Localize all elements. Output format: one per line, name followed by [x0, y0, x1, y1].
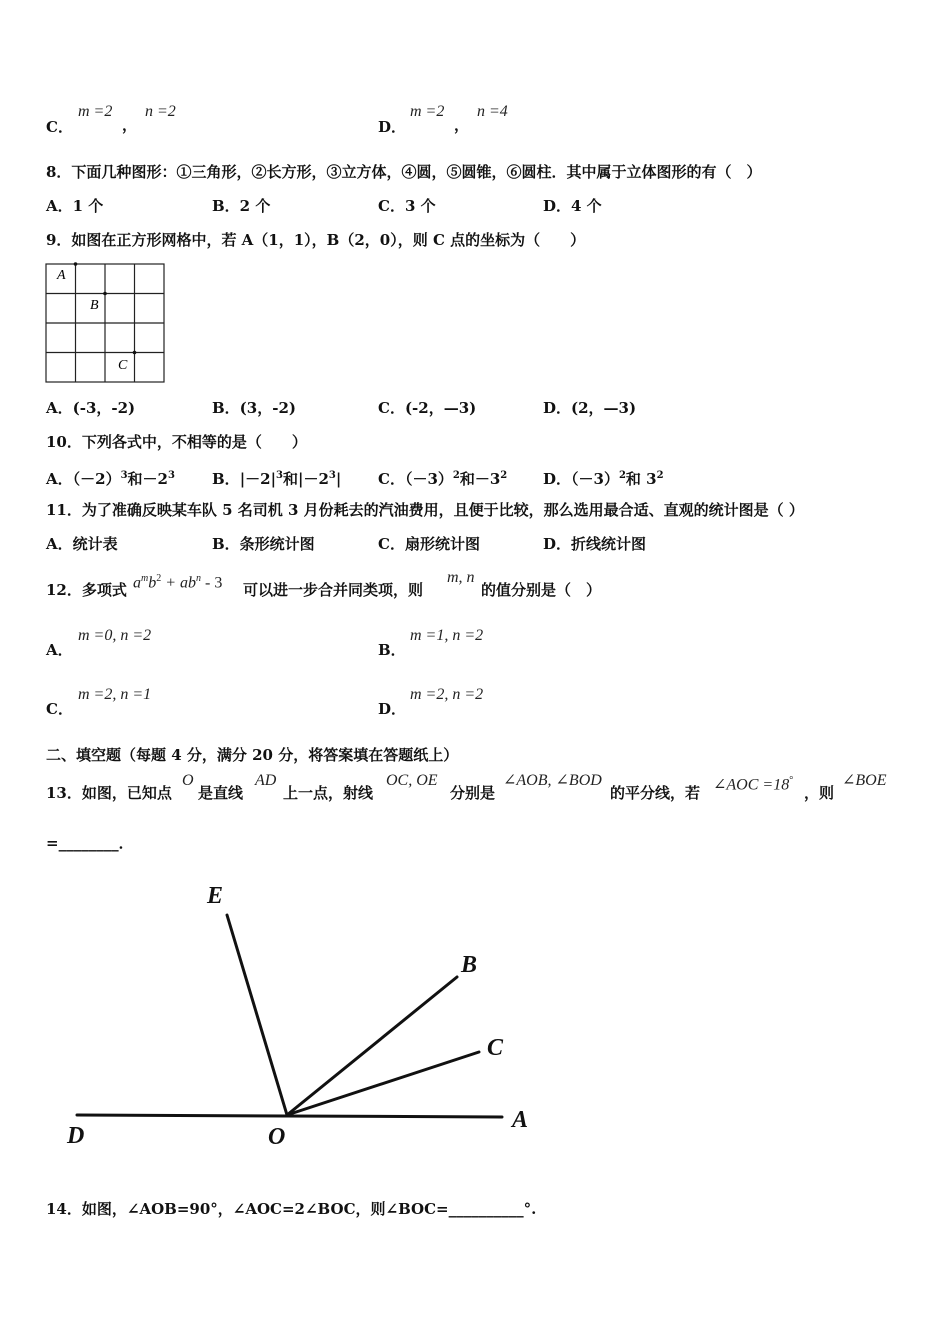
q10-option-a-base1: （－2）	[72, 470, 121, 488]
q10-option-b-base1: |－2|	[239, 470, 277, 488]
q13-label-o: O	[268, 1124, 286, 1150]
q10-option-d-base2: 和 3	[625, 470, 657, 488]
q12-option-c-math: m =2, n =1	[78, 686, 152, 703]
q13-math-o: O	[182, 772, 194, 789]
q10-option-a-exp2: 3	[167, 470, 175, 481]
q9-point-b-dot	[103, 292, 107, 296]
q9-option-b: B．(3，-2)	[212, 399, 296, 417]
q13-ray-ob	[287, 977, 457, 1115]
q12-stem-part2: 可以进一步合并同类项，则	[243, 581, 424, 599]
q11-stem: 11．为了准确反映某车队 5 名司机 3 月份耗去的汽油费用，且便于比较，那么选用最合适、直观的统计图是（ ）	[46, 501, 804, 519]
q13-math-ad: AD	[255, 772, 277, 789]
q10-option-c-exp1: 2	[452, 470, 460, 481]
q10-option-b-exp2: 3	[328, 470, 336, 481]
q9-point-b-label: B	[90, 298, 99, 313]
q10-option-c	[378, 467, 507, 488]
q10-option-d-exp1: 2	[618, 470, 626, 481]
q12-option-b-label: B．	[378, 641, 406, 659]
q12-poly-tail: - 3	[201, 574, 223, 592]
q7-option-c-math-n: n =2	[145, 103, 176, 120]
q9-stem: 9．如图在正方形网格中，若 A（1，1），B（2，0），则 C 点的坐标为（ ）	[46, 231, 586, 249]
q10-option-b-exp1: 3	[276, 470, 284, 481]
q8-option-b: B．2 个	[212, 197, 271, 215]
q10-option-a	[46, 467, 175, 488]
q7-option-d-math-m: m =2	[410, 103, 445, 120]
q9-point-c-dot	[133, 351, 137, 355]
q11-option-c: C．扇形统计图	[378, 535, 480, 553]
q9-option-c: C．(-2，—3)	[378, 399, 477, 417]
q12-mn: m, n	[447, 569, 475, 586]
q12-stem-part1: 12．多项式	[46, 581, 127, 599]
q12-poly-m: m	[141, 573, 149, 584]
q12-option-d-label: D．	[378, 700, 407, 718]
q10-option-d-exp2: 2	[656, 470, 664, 481]
q7-option-c-math-m: m =2	[78, 103, 113, 120]
q13-math-aoc-degree: °	[789, 775, 794, 786]
q13-label-c: C	[487, 1035, 504, 1061]
q12-poly-b: b	[148, 574, 157, 592]
q13-stem-part5: 的平分线，若	[610, 784, 701, 802]
q9-point-a-dot	[74, 262, 78, 266]
q13-stem-part6: ，则	[804, 784, 835, 802]
q8-option-d: D．4 个	[543, 197, 602, 215]
q13-math-aoc	[713, 772, 793, 794]
q10-option-b	[212, 467, 341, 488]
q12-option-d-math: m =2, n =2	[410, 686, 484, 703]
q7-option-d-sep: ，	[454, 116, 470, 134]
q7-option-d-label: D．	[378, 118, 407, 136]
q13-ray-oc	[287, 1052, 479, 1115]
q10-option-a-exp1: 3	[120, 470, 128, 481]
q7-option-c-sep: ，	[122, 116, 138, 134]
q10-option-d-label: D．	[543, 470, 572, 488]
q9-grid-figure	[44, 262, 168, 386]
q12-poly-plus: + ab	[161, 574, 197, 592]
q10-option-c-exp2: 2	[500, 470, 508, 481]
q12-option-b-math: m =1, n =2	[410, 627, 484, 644]
q12-option-a-math: m =0, n =2	[78, 627, 152, 644]
q9-option-a: A．(-3，-2)	[46, 399, 136, 417]
q10-option-d-base1: （－3）	[571, 470, 619, 488]
q12-poly-two: 2	[156, 573, 162, 584]
q9-point-c-label: C	[118, 358, 128, 373]
q10-option-c-label: C．	[378, 470, 405, 488]
q10-option-a-base2: 和－2	[127, 470, 168, 488]
q13-answer-blank[interactable]: =________．	[46, 834, 134, 852]
q13-stem-part1: 13．如图，已知点	[46, 784, 172, 802]
q8-option-a: A．1 个	[46, 197, 104, 215]
q13-angle-figure	[60, 872, 540, 1157]
q12-polynomial	[133, 570, 222, 592]
q10-option-a-label: A．	[46, 470, 73, 488]
q10-option-c-base2: 和－3	[459, 470, 501, 488]
q11-option-a: A．统计表	[46, 535, 118, 553]
q10-option-c-base1: （－3）	[404, 470, 453, 488]
q13-label-e: E	[207, 883, 224, 909]
q12-stem-part3: 的值分别是（ ）	[481, 581, 602, 599]
q13-math-aoc-value: ∠AOC =18	[713, 776, 790, 794]
q11-option-d: D．折线统计图	[543, 535, 647, 553]
q9-point-a-label: A	[57, 268, 66, 283]
q7-option-d-math-n: n =4	[477, 103, 508, 120]
q13-math-oc-oe: OC, OE	[386, 772, 438, 789]
q13-math-angles: ∠AOB, ∠BOD	[503, 772, 602, 789]
q13-label-d: D	[67, 1123, 85, 1149]
q13-label-b: B	[461, 952, 478, 978]
q12-option-c-label: C．	[46, 700, 73, 718]
q13-stem-part4: 分别是	[450, 784, 496, 802]
q14-stem: 14．如图，∠AOB=90°，∠AOC=2∠BOC，则∠BOC=__________°.	[46, 1200, 537, 1218]
q10-option-d	[543, 467, 664, 488]
q10-option-b-base2: 和|－2	[283, 470, 329, 488]
q10-option-b-label: B．	[212, 470, 240, 488]
section-2-heading: 二、填空题（每题 4 分，满分 20 分，将答案填在答题纸上）	[46, 746, 459, 764]
q13-ray-oe	[227, 915, 287, 1115]
q8-option-c: C．3 个	[378, 197, 436, 215]
q11-option-b: B．条形统计图	[212, 535, 315, 553]
q10-option-b-close: |	[335, 470, 342, 488]
q7-option-c-label: C．	[46, 118, 73, 136]
q13-label-a: A	[512, 1107, 529, 1133]
q13-stem-part2: 是直线	[198, 784, 244, 802]
q9-option-d: D．(2，—3)	[543, 399, 637, 417]
q8-stem: 8．下面几种图形：①三角形，②长方形，③立方体，④圆，⑤圆锥，⑥圆柱．其中属于立体图形的有（ ）	[46, 163, 762, 181]
q13-stem-part3: 上一点，射线	[283, 784, 374, 802]
q10-stem: 10．下列各式中，不相等的是（ ）	[46, 433, 307, 451]
q12-option-a-label: A．	[46, 641, 73, 659]
q13-math-boe: ∠BOE	[842, 772, 887, 789]
q12-poly-n: n	[196, 573, 202, 584]
q12-poly-a: a	[133, 574, 141, 592]
